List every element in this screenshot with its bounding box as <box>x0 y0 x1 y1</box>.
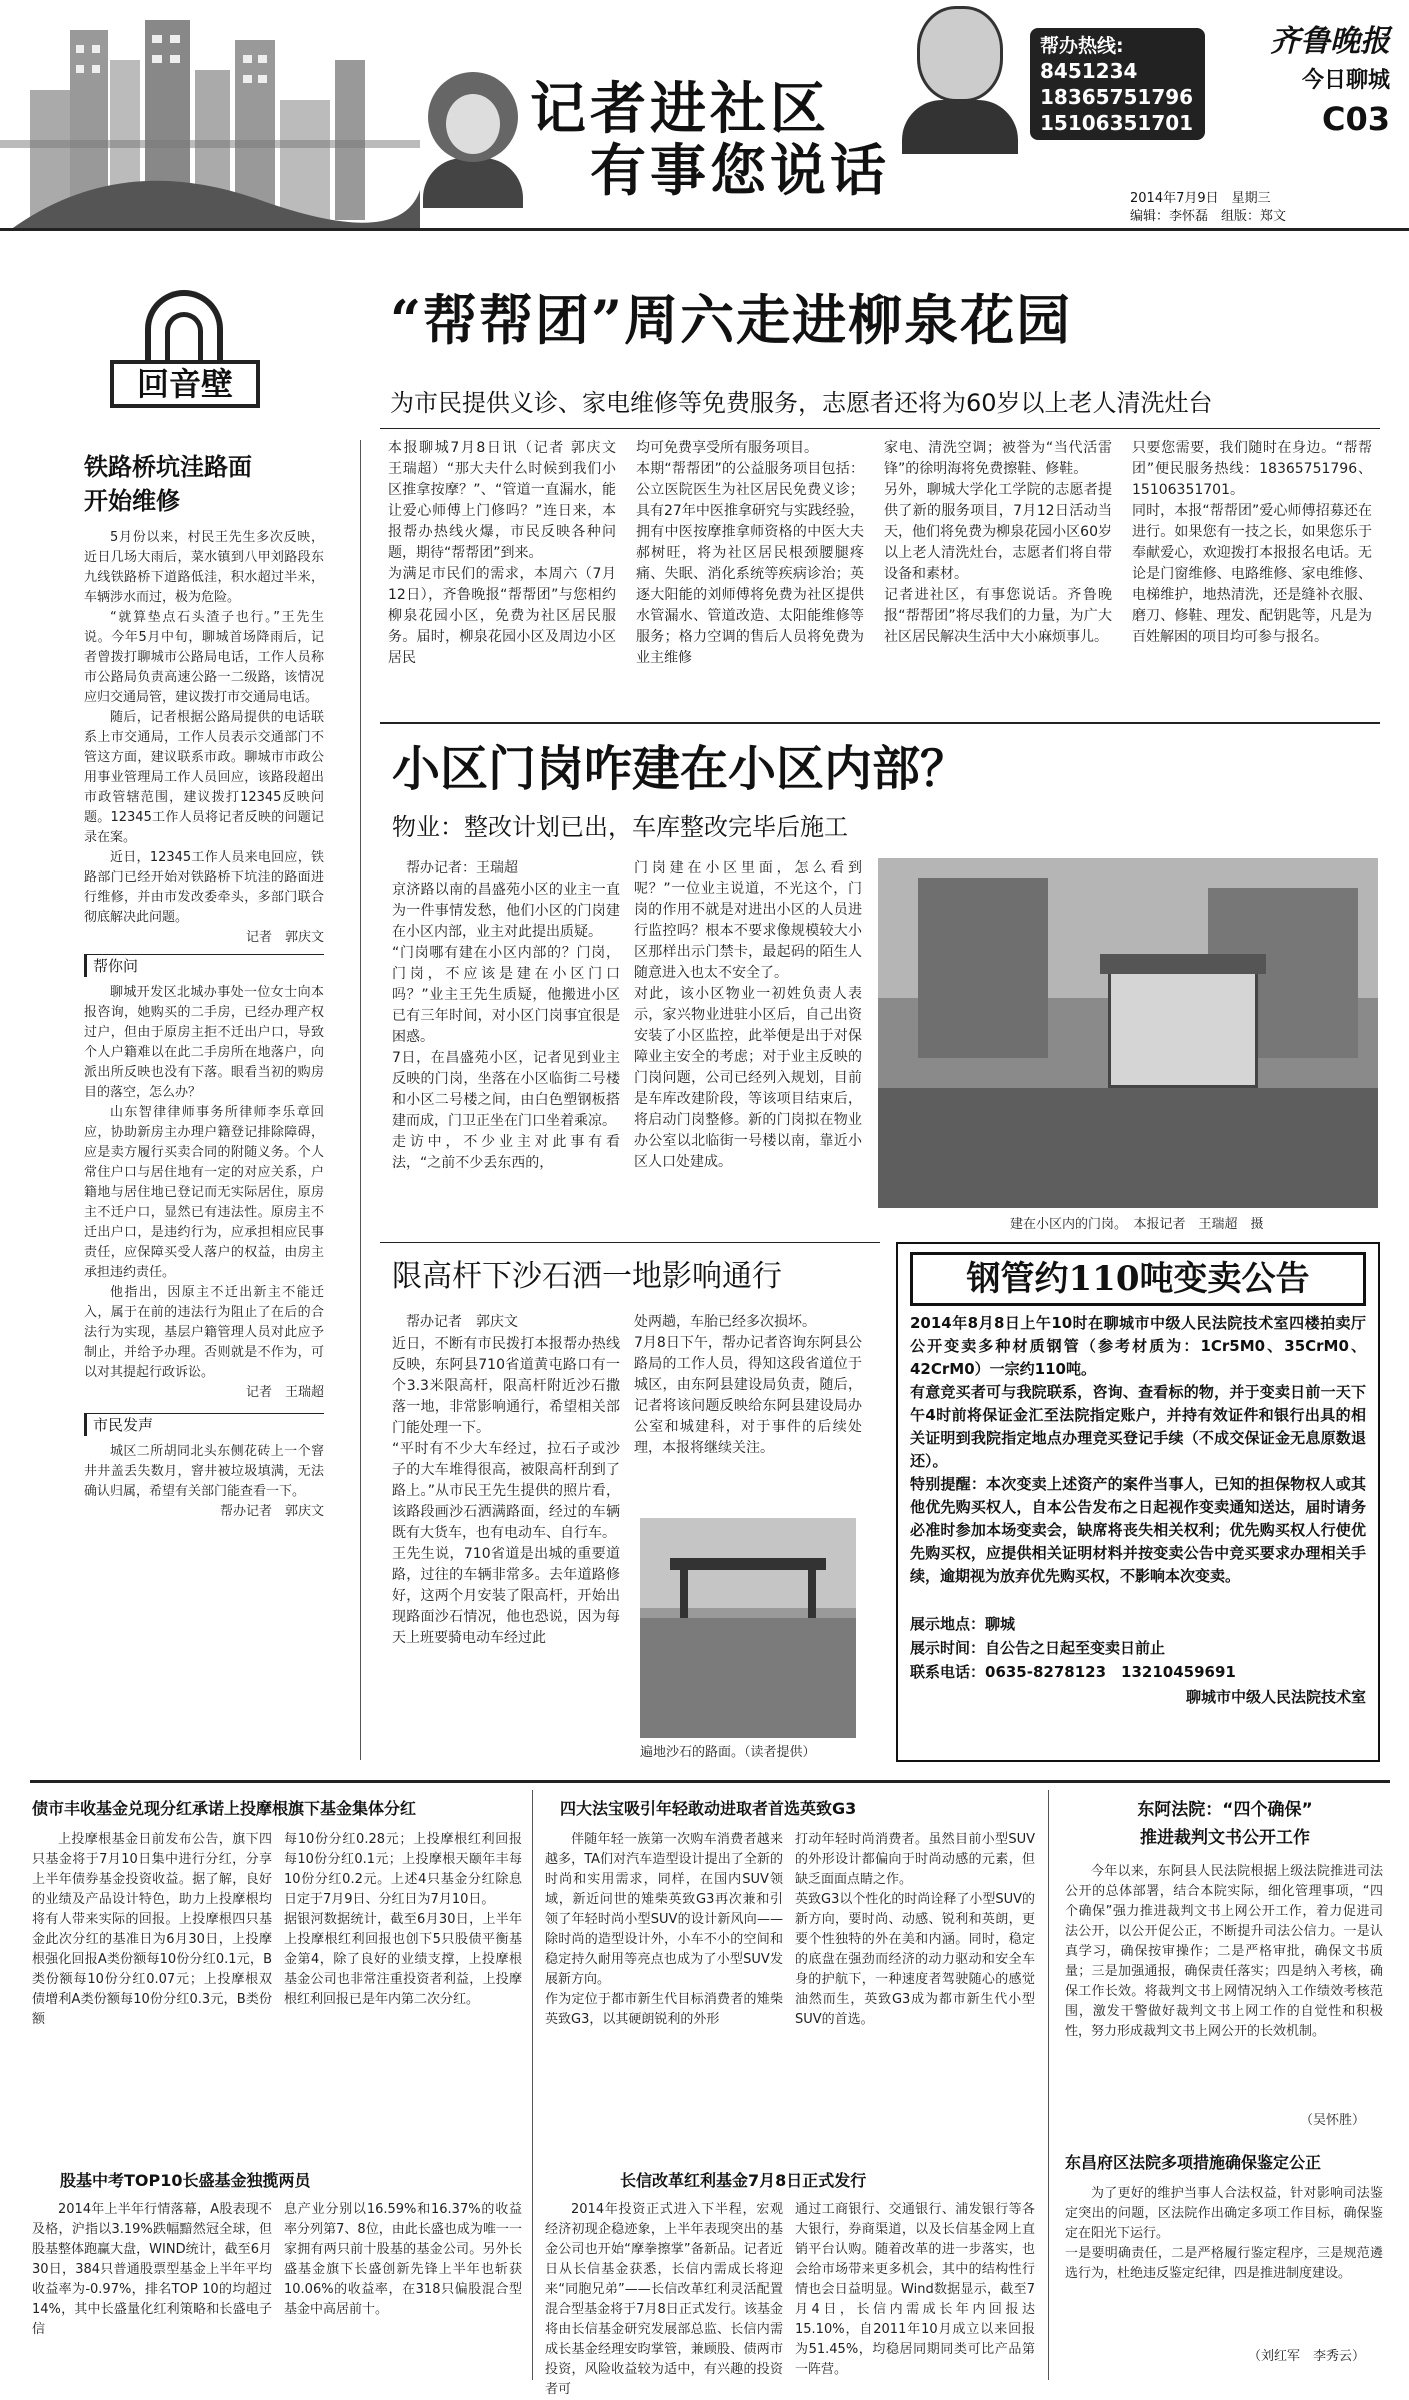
left-article-body <box>84 528 324 948</box>
bottom-h5-line2: 推进裁判文书公开工作 <box>1140 1828 1310 1848</box>
auction-notice <box>896 1242 1380 1762</box>
reporter-avatar-female <box>418 72 528 212</box>
article1-rule <box>380 428 1380 429</box>
masthead <box>0 0 1409 230</box>
hotline-number: 8451234 <box>1040 59 1138 83</box>
left-article3-body <box>84 1442 324 1522</box>
notice-signer: 聊城市中级人民法院技术室 <box>1185 1688 1366 1706</box>
bottom-h2: 股基中考TOP10长盛基金独揽两员 <box>60 2171 311 2190</box>
article1-subtitle: 为市民提供义诊、家电维修等免费服务，志愿者还将为60岁以上老人清洗灶台 <box>390 389 1213 417</box>
section-tag-shiminfasheng: 市民发声 <box>84 1413 324 1436</box>
paragraph: 山东智律律师事务所律师李乐章回应，协助新房主办理户籍登记排除障碍，应是卖方履行买卖合同的附随义务。个人常住户口与居住地有一定的对应关系，户籍地与居住地已登记而无实际居住，原房主不迁户口，显然已有违法性。原房主不迁出户口，是违约行为，应承担相应民事责任，应保障买受人落户的权益，由房主承担违约责任。 <box>84 1105 324 1280</box>
byline: 帮办记者 郭庆文 <box>219 1504 324 1519</box>
article3-caption: 遍地沙石的路面。（读者提供） <box>640 1745 816 1760</box>
left-headline <box>84 450 344 518</box>
notice-body: 2014年8月8日上午10时在聊城市中级人民法院技术室四楼拍卖厅公开变卖多种材质钢管（参考材质为：1Cr5M0、35CrM0、42CrM0）一宗约110吨。 有意竞买者可与我院联系，咨询、查看标的物，并于变卖日前一天下午4时前将保证金汇至法院指定账户，并持有效证件和银行出具的相关证明到我院指定地点办理竞买登记手续（不成交保证金无息原数退还）。 特别提醒：本次变卖上述资产的案件当事人，已知的担保物权人或其他优先购买权人，自本公告发布之日起视作变卖通知送达，届时请务必准时参加本场变卖会，缺席将丧失相关权利；优先购买权人行使优先购买权，应提供相关证明材料并按变卖公告中竞买要求办理相关手续，逾期视为放弃优先购买权，不影响本次变卖。 <box>910 1314 1366 1585</box>
article2-caption: 建在小区内的门岗。 本报记者 王瑞超 摄 <box>1010 1217 1264 1232</box>
bottom-p4: 2014年投资正式进入下半程，宏观经济初现企稳迹象，上半年表现突出的基金公司也开始“摩拳擦掌”备新品。记者近日从长信基金获悉，长信内需成长将迎来“同胞兄弟”——长信改革红利灵活配置混合型基金将于7月8日正式发行。该基金将由长信基金研究发展部总监、长信内需成长基金经理安昀掌管，兼顾股、债两市投资，风险收益较为适中，有兴趣的投资者可 <box>545 2202 783 2397</box>
article3-col2: 处两趟，车胎已经多次损坏。 7月8日下午，帮办记者咨询东阿县公路局的工作人员，得知这段省道位于城区，由东阿县建设局负责，随后，记者将该问题反映给东阿县建设局办公室和城建科，对于事件的后续处理，本报将继续关注。 <box>634 1314 862 1456</box>
bottom-p4b: 通过工商银行、交通银行、浦发银行等各大银行，券商渠道，以及长信基金网上直销平台认购。随着改革的进一步落实，也会给市场带来更多机会，其中的结构性行情也会日益明显。Wind数据显示，截至7月4日，长信内需成长年内回报达15.10%，自2011年10月成立以来回报为51.45%，均稳居同期同类可比产品第一阵营。 <box>795 2202 1035 2377</box>
bottom-by5: （吴怀胜） <box>1299 2113 1365 2128</box>
bottom-p3: 伴随年轻一族第一次购车消费者越来越多，TA们对汽车造型设计提出了全新的时尚和实用需求，同样，在国内SUV领域，新近问世的雉柴英致G3再次兼和引领了年轻时尚小型SUV的设计新风向——除时尚的造型设计外，小车不小的空间和稳定持久耐用等亮点也成为了小型SUV发展新方向。 作为定位于都市新生代目标消费者的雉柴英致G3，以其硬朗锐利的外形 <box>545 1832 783 2027</box>
bottom-h5-line1: 东阿法院：“四个确保” <box>1137 1800 1313 1820</box>
section-divider <box>30 1780 1390 1783</box>
bottom-h4: 长信改革红利基金7月8日正式发行 <box>620 2171 867 2190</box>
huiyinbi-logo <box>110 290 260 420</box>
article1-title: “帮帮团”周六走进柳泉花园 <box>390 288 1073 352</box>
article2-byline: 帮办记者：王瑞超 <box>406 860 518 876</box>
notice-location: 展示地点：聊城 <box>910 1615 1016 1633</box>
hotline-box <box>1030 28 1205 140</box>
hotline-label: 帮办热线: <box>1040 35 1124 57</box>
article1-col2: 均可免费享受所有服务项目。 本期“帮帮团”的公益服务项目包括：公立医院医生为社区居民免费义诊；具有27年中医推拿研究与实践经验，拥有中医按摩推拿师资格的中医大夫郝树旺，将为社区居民根颈腰腿疼痛、失眠、消化系统等疾病诊治；英逐大阳能的刘师傅将免费为社区提供水管漏水、管道改造、太阳能维修等服务；格力空调的售后人员将免费为业主维修 <box>636 440 864 666</box>
notice-phone: 联系电话：0635-8278123 13210459691 <box>910 1663 1236 1681</box>
bottom-p6: 为了更好的维护当事人合法权益，针对影响司法鉴定突出的问题，区法院作出确定多项工作目标，确保鉴定在阳光下运行。 一是要明确责任，二是严格履行鉴定程序，三是规范遴选行为，杜绝违反鉴定纪律，四是推进制度建设。 <box>1065 2186 1383 2281</box>
article1-col4: 只要您需要，我们随时在身边。“帮帮团”便民服务热线：18365751796、15106351701。 同时，本报“帮帮团”爱心师傅招募还在进行。如果您有一技之长，如果您乐于奉献爱心，欢迎拨打本报报名电话。无论是门窗维修、电路维修、家电维修、电梯维护，地热清洗，还是缝补衣服、磨刀、修鞋、理发、配钥匙等，凡是为百姓解困的项目均可参与报名。 <box>1132 440 1372 645</box>
left-headline-line1: 铁路桥坑洼路面 <box>84 453 252 481</box>
article2-col1: 京济路以南的昌盛苑小区的业主一直为一件事情发愁，他们小区的门岗建在小区内部，业主对此提出质疑。 “门岗哪有建在小区内部的？门岗，门岗，不应该是建在小区门口吗？”业主王先生质疑，他搬进小区已有三年时间，对小区门岗事宜很是困惑。 7日，在昌盛苑小区，记者见到业主反映的门岗，坐落在小区临街二号楼和小区二号楼之间，由白色塑钢板搭建而成，门卫正坐在门口坐着乘凉。 走访中，不少业主对此事有看法，“之前不少丢东西的， <box>392 882 620 1171</box>
column-divider <box>532 1790 533 2380</box>
section-tag-bangniwen: 帮你问 <box>84 954 324 977</box>
byline: 记者 王瑞超 <box>245 1385 324 1400</box>
article2-col2: 门岗建在小区里面，怎么看到呢？”一位业主说道，不光这个，门岗的作用不就是对进出小区的人员进行监控吗？根本不要求像规模较大小区那样出示门禁卡，最起码的陌生人随意进入也太不安全了。 对此，该小区物业一初姓负责人表示，家兴物业进驻小区后，自己出资安装了小区监控，此举便是出于对保障业主安全的考虑；对于业主反映的门岗问题，公司已经列入规划，目前是车库改建阶段，等该项目结束后，将启动门岗整修。新的门岗拟在物业办公室以北临街一号楼以南，靠近小区人口处建成。 <box>634 860 862 1170</box>
bottom-p2b: 息产业分别以16.59%和16.37%的收益率分列第7、8位，由此长盛也成为唯一一家拥有两只前十股基的基金公司。另外长盛基金旗下长盛创新先锋上半年也斩获10.06%的收益率，在318只偏股混合型基金中高居前十。 <box>284 2202 522 2317</box>
bottom-p1b: 每10份分红0.28元；上投摩根红利回报每10份分红0.1元；上投摩根天颐年丰每10份分红0.2元。上述4只基金分红除息日定于7月9日、分红日为7月10日。 据银河数据统计，截至6月30日，上半年上投摩根红利回报也创下5只股债平衡基金第4，除了良好的业绩支撑，上投摩根基金公司也非常注重投资者利益，上投摩根红利回报已是年内第二次分红。 <box>284 1832 522 2007</box>
paragraph: 聊城开发区北城办事处一位女士向本报咨询，她购买的二手房，已经办理产权过户，但由于原房主拒不迁出户口，导致个人户籍难以在此二手房所在地落户，向派出所反映也没有下落。眼看当初的购房目的落空，怎么办？ <box>84 985 324 1100</box>
paragraph: “就算垫点石头渣子也行。”王先生说。今年5月中旬，聊城首场降雨后，记者曾拨打聊城市公路局电话，工作人员称市公路局负责高速公路一二级路，该情况应归交通局管，建议拨打市交通局电话。 <box>84 610 324 705</box>
hotline-number: 18365751796 <box>1040 85 1194 109</box>
editor-credits: 编辑：李怀磊 组版：郑文 <box>1130 209 1287 224</box>
paragraph: 他指出，因原主不迁出新主不能迁入，属于在前的违法行为阻止了在后的合法行为实现，基层户籍管理人员对此应予制止，并给予办理。否则就是不作为，可以对其提起行政诉讼。 <box>84 1285 324 1380</box>
article1-col3: 家电、清洗空调；被誉为“当代活雷锋”的徐明海将免费擦鞋、修鞋。 另外，聊城大学化工学院的志愿者提供了新的服务项目，7月12日活动当天，他们将免费为柳泉花园小区60岁以上老人清洗灶台，志愿者们将自带设备和素材。 记者进社区，有事您说话。齐鲁晚报“帮帮团”将尽我们的力量，为广大社区居民解决生活中大小麻烦事儿。 <box>884 440 1112 645</box>
road-photo <box>640 1518 856 1738</box>
column-divider <box>360 440 361 1760</box>
bottom-h3: 四大法宝吸引年轻敢动进取者首选英致G3 <box>560 1799 857 1818</box>
left-column <box>84 450 344 1760</box>
bottom-p3b: 打动年轻时尚消费者。虽然目前小型SUV的外形设计都偏向于时尚动感的元素，但缺乏面面点睛之作。 英致G3以个性化的时尚诠释了小型SUV的新方向，要时尚、动感、锐利和英朗，更要个性独特的外在美和内涵。同时，稳定的底盘在强劲而经济的动力驱动和安全车身的护航下，一种速度者驾驶随心的感觉油然而生，英致G3成为都市新生代小型SUV的首选。 <box>795 1832 1036 2027</box>
article1-col1: 本报聊城7月8日讯（记者 郭庆文 王瑞超）“那大夫什么时候到我们小区推拿按摩？”、“管道一直漏水，能让爱心师傅上门修吗？”连日来，本报帮办热线火爆，市民反映各种问题，期待“帮帮团”到来。 为满足市民们的需求，本周六（7月12日），齐鲁晚报“帮帮团”与您相约柳泉花园小区，免费为社区居民服务。届时，柳泉花园小区及周边小区居民 <box>388 440 616 666</box>
bottom-h6: 东昌府区法院多项措施确保鉴定公正 <box>1065 2153 1322 2172</box>
bottom-p2: 2014年上半年行情落幕，A股表现不及格，沪指以3.19%跌幅黯然冠全球，但股基整体跑赢大盘，WIND统计，截至6月30日，384只普通股票型基金上半年平均收益率为-0.97%，排名TOP 10的均超过14%，其中长盛量化红利策略和长盛电子信 <box>32 2202 272 2337</box>
gatehouse-photo <box>878 858 1378 1208</box>
masthead-divider <box>0 228 1409 231</box>
notice-title: 钢管约110吨变卖公告 <box>910 1252 1366 1306</box>
paragraph: 近日，12345工作人员来电回应，铁路部门已经开始对铁路桥下坑洼的路面进行维修，并由市发改委牵头，多部门联合彻底解决此问题。 <box>84 850 324 925</box>
bottom-by6: （刘红军 李秀云） <box>1247 2349 1365 2364</box>
article3-col1: 近日，不断有市民拨打本报帮办热线反映，东阿县710省道黄屯路口有一个3.3米限高杆，限高杆附近沙石撒落一地，非常影响通行，希望相关部门能处理一下。 “平时有不少大车经过，拉石子或沙子的大车堆得很高，被限高杆刮到了路上。”从市民王先生提供的照片看，该路段画沙石洒满路面，经过的车辆既有大货车，也有电动车、自行车。 王先生说，710省道是出城的重要道路，过往的车辆非常多。去年道路修好，这两个月安装了限高杆，开始出现路面沙石情况，他也恐说，因为每天上班要骑电动车经过此 <box>392 1336 620 1646</box>
bottom-h1: 债市丰收基金兑现分红承诺上投摩根旗下基金集体分红 <box>32 1799 417 1818</box>
article2-title: 小区门岗咋建在小区内部？ <box>392 741 969 797</box>
bottom-h5 <box>1065 1796 1385 1852</box>
slogan <box>530 78 930 202</box>
bottom-p1: 上投摩根基金日前发布公告，旗下四只基金将于7月10日集中进行分红，分享上半年债券基金投资收益。据了解，良好的业绩及产品设计特色，助力上投摩根均将有人带来实际的回报。上投摩根四只基金此次分红的基准日为6月30日，上投摩根强化回报A类份额每10份分红0.1元，B类份额每10份分红0.07元；上投摩根双债增利A类份额每10份分红0.3元，B类份额 <box>32 1832 272 2027</box>
left-headline-line2: 开始维修 <box>84 487 180 515</box>
paragraph: 5月份以来，村民王先生多次反映，近日几场大雨后，菜水镇到八甲刘路段东九线铁路桥下道路低洼，积水超过半米，车辆涉水而过，极为危险。 <box>84 530 324 605</box>
paragraph: 城区二所胡同北头东侧花砖上一个窨井井盖丢失数月，窨井被垃圾填满，无法确认归属，希望有关部门能查看一下。 <box>84 1444 324 1499</box>
article2-subtitle: 物业：整改计划已出，车库整改完毕后施工 <box>392 813 848 841</box>
column-divider <box>1048 1790 1049 2380</box>
article2-bottom-rule <box>380 1242 880 1243</box>
slogan-line1: 记者进社区 <box>530 76 830 142</box>
slogan-line2: 有事您说话 <box>590 138 890 204</box>
article1-bottom-rule <box>380 722 1380 724</box>
left-article2-body <box>84 983 324 1403</box>
byline: 记者 郭庆文 <box>245 930 324 945</box>
issue-date: 2014年7月9日 星期三 <box>1130 191 1271 206</box>
notice-time: 展示时间：自公告之日起至变卖日前止 <box>910 1639 1166 1657</box>
huiyinbi-title: 回音壁 <box>110 360 260 408</box>
article3-byline: 帮办记者 郭庆文 <box>406 1314 518 1330</box>
bottom-p5: 今年以来，东阿县人民法院根据上级法院推进司法公开的总体部署，结合本院实际，细化管理事项，“四个确保”强力推进裁判文书上网公开工作，着力促进司法公开，以公开促公正，不断提升司法公信力。一是认真学习，确保按审操作；二是严格审批，确保文书质量；三是加强通报，确保责任落实；四是纳入考核，确保工作长效。将裁判文书上网情况纳入工作绩效考核范围，激发干警做好裁判文书上网工作的自觉性和积极性，努力形成裁判文书上网公开的长效机制。 <box>1065 1864 1383 2039</box>
hotline-number: 15106351701 <box>1040 111 1194 135</box>
paragraph: 随后，记者根据公路局提供的电话联系上市交通局，工作人员表示交通部门不管这方面，建议联系市政。聊城市市政公用事业管理局工作人员回应，该路段超出市政管辖范围，建议拨打12345反映问题。12345工作人员将记者反映的问题记录在案。 <box>84 710 324 845</box>
paper-logo: 齐鲁晚报 <box>1270 24 1390 59</box>
page-number: C03 <box>1321 100 1390 138</box>
article3-title: 限高杆下沙石洒一地影响通行 <box>392 1259 782 1294</box>
edition-label: 今日聊城 <box>1301 68 1390 93</box>
skyline-illustration <box>0 0 420 230</box>
